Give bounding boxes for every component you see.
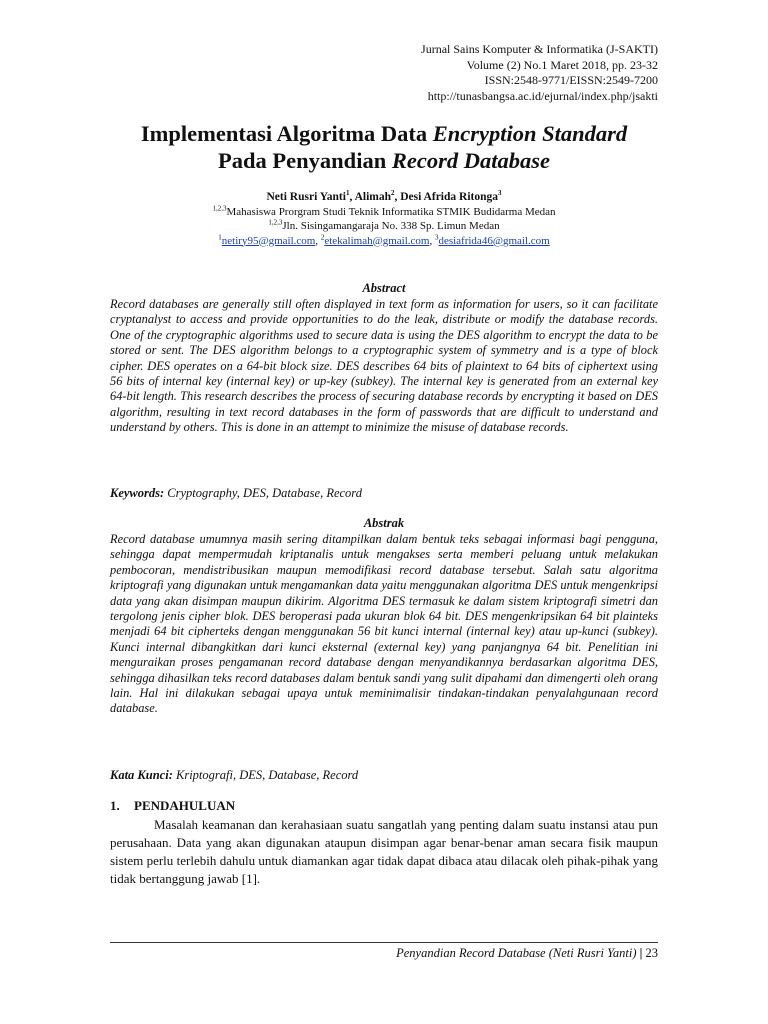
affiliation-sup: 1,2,3: [212, 203, 227, 212]
title-line1-italic: Encryption Standard: [432, 121, 628, 146]
title-line1-plain: Implementasi Algoritma Data: [140, 121, 433, 146]
section-body-pendahuluan: [110, 816, 658, 888]
author-sep: ,: [349, 191, 355, 203]
section-heading-pendahuluan: [110, 798, 235, 814]
email-2-sup: 2: [320, 232, 325, 241]
affiliation-line: [100, 205, 668, 220]
footer-divider: [110, 942, 658, 943]
author-sep: ,: [394, 191, 401, 203]
address: Jln. Sisingamangaraja No. 338 Sp. Limun Medan: [282, 220, 500, 232]
author-1-sup: 1: [345, 189, 350, 198]
kata-kunci-line: [110, 768, 658, 783]
section-number: 1.: [110, 798, 120, 813]
keywords-values: Cryptography, DES, Database, Record: [164, 486, 362, 500]
email-link-1[interactable]: netiry95@gmail.com: [221, 234, 316, 247]
email-link-3[interactable]: desiafrida46@gmail.com: [438, 234, 550, 247]
abstrak-body: Record database umumnya masih sering ditampilkan dalam bentuk teks sebagai informasi bagi pengguna, sehingga dapat mempermudah kriptanalis untuk mengakses serta memberi peluang untuk melakukan pembocoran, mendistribusikan maupun memodifikasi record database tersebut. Salah satu algoritma kriptografi yang digunakan untuk mengamankan data yaitu menggunakan algoritma DES untuk mengenkripsi data yang akan disimpan maupun dikirim. Algoritma DES termasuk ke dalam sistem kriptografi simetri dan tergolong jenis cipher blok. DES beroperasi pada ukuran blok 64 bit. DES mengenkripsikan 64 bit plainteks menjadi 64 bit cipherteks dengan menggunakan 56 bit kunci internal (internal key) atau up-kunci (subkey). Kunci internal dibangkitkan dari kunci eksternal (external key) yang panjangnya 64 bit. Penelitian ini menguraikan proses pengamanan record database dengan menyandikannya berdasarkan algoritma DES, sehingga dihasilkan teks record databases dalam bentuk sandi yang sulit dipahami dan dimengerti oleh orang lain. Hal ini dilakukan sebagai upaya untuk meminimalisir tindakan-tindakan penyalahgunaan record database.: [110, 532, 658, 716]
journal-header: [421, 42, 658, 104]
email-3-sup: 3: [434, 232, 439, 241]
footer-citation: Penyandian Record Database (Neti Rusri Yanti): [396, 946, 637, 960]
author-block: [100, 190, 668, 248]
title-line2-plain: Pada Penyandian: [218, 148, 392, 173]
footer-separator: |: [636, 946, 646, 960]
page-number: 23: [645, 946, 658, 960]
kata-kunci-values: Kriptografi, DES, Database, Record: [172, 768, 359, 782]
intro-paragraph: Masalah keamanan dan kerahasiaan suatu sangatlah yang penting dalam suatu instansi atau pun perusahaan. Data yang akan digunakan ataupun disimpan agar benar-benar aman secara fisik maupun sistem perlu terlebih dahulu untuk diamankan agar tidak dapat dibaca atau dilacak oleh pihak-pihak yang tidak bertanggung jawab [1].: [110, 817, 658, 886]
author-names: [100, 190, 668, 205]
title-line2-italic: Record Database: [391, 148, 550, 173]
author-2-sup: 2: [390, 189, 395, 198]
email-1-sup: 1: [218, 232, 222, 241]
email-line: $^1$netiry95@gmail.com, $^2$etekalimah@gmail.com, $^3$desiafrida46@gmail.com: [218, 232, 550, 247]
abstract-heading: Abstract: [362, 281, 406, 295]
journal-volume: Volume (2) No.1 Maret 2018, pp. 23-32: [466, 57, 658, 72]
kata-kunci-label: Kata Kunci:: [110, 768, 173, 782]
journal-name: Jurnal Sains Komputer & Informatika (J-SAKTI): [421, 42, 658, 56]
journal-issn: ISSN:2548-9771/EISSN:2549-7200: [484, 73, 658, 87]
address-line: [100, 219, 668, 234]
keywords-line: [110, 486, 658, 501]
paper-title: [100, 120, 668, 174]
author-1: Neti Rusri Yanti: [266, 191, 346, 203]
author-2: Alimah: [354, 191, 391, 203]
keywords-label: Keywords:: [110, 486, 165, 500]
abstract-body: Record databases are generally still often displayed in text form as information for users, so it can facilitate cryptanalyst to access and provide opportunities to do the leak, distribute or modify the database records. One of the cryptographic algorithms used to secure data is using the DES algorithm to encrypt the data to be stored or sent. The DES algorithm belongs to a cryptographic system of symmetry and is a type of block cipher. DES operates on a 64-bit block size. DES describes 64 bits of plaintext to 64 bits of ciphertext using 56 bits of internal key (internal key) or up-key (subkey). The internal key is generated from an external key 64-bit length. This research describes the process of securing database records by encrypting it based on DES algorithm, resulting in text record databases in the form of passwords that are difficult to understand and understand by others. This is done in an attempt to minimize the misuse of database records.: [110, 297, 658, 435]
affiliation: Mahasiswa Prorgram Studi Teknik Informatika STMIK Budidarma Medan: [226, 205, 556, 218]
author-3: Desi Afrida Ritonga: [400, 191, 498, 203]
author-3-sup: 3: [497, 189, 502, 198]
abstrak-heading: Abstrak: [363, 516, 405, 530]
journal-url[interactable]: http://tunasbangsa.ac.id/ejurnal/index.php/jsakti: [427, 88, 658, 103]
address-sup: 1,2,3: [268, 218, 283, 227]
page-footer: [396, 946, 658, 961]
email-link-2[interactable]: etekalimah@gmail.com: [324, 234, 430, 247]
section-title: PENDAHULUAN: [134, 798, 236, 813]
